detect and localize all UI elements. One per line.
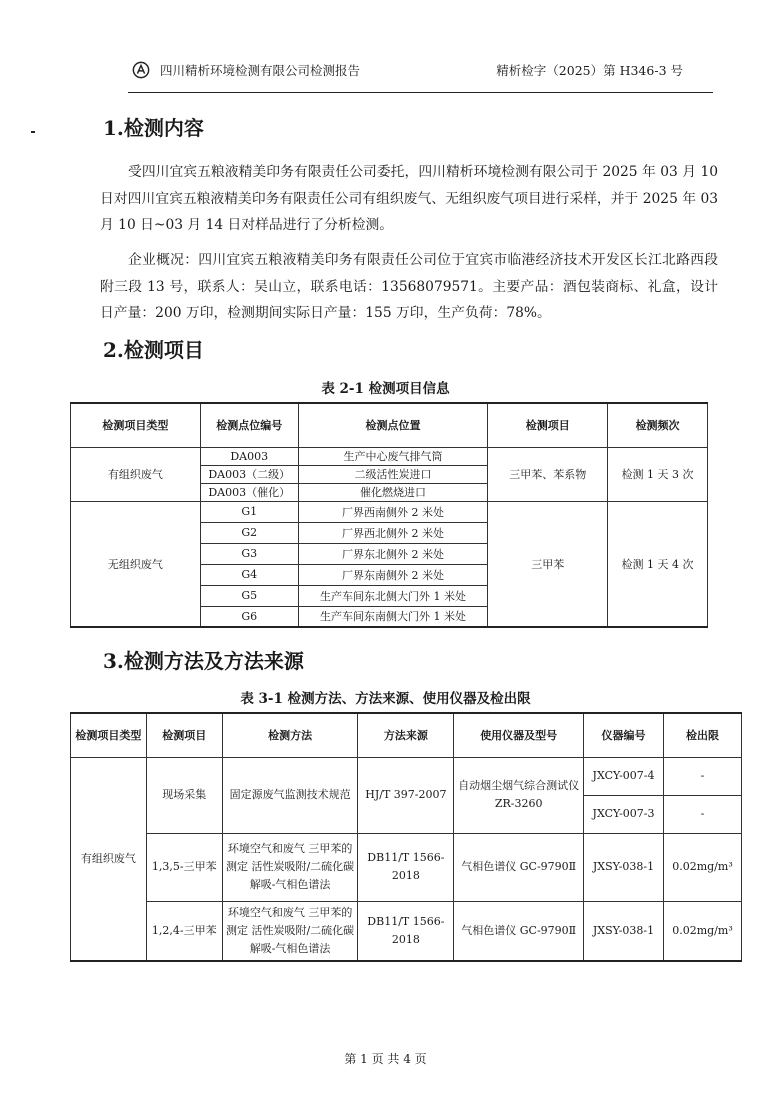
header-cell: 方法来源 xyxy=(358,713,454,757)
item-cell: 1,3,5-三甲苯 xyxy=(146,833,222,901)
company-logo-icon xyxy=(132,61,150,79)
table-row xyxy=(71,501,708,522)
instrument-cell: 气相色谱仪 GC-9790Ⅱ xyxy=(454,901,584,961)
location-cell: 生产中心废气排气筒 xyxy=(298,447,488,465)
source-cell: DB11/T 1566-2018 xyxy=(358,901,454,961)
header-cell: 检测项目类型 xyxy=(71,403,201,447)
location-cell: 生产车间东北侧大门外 1 米处 xyxy=(298,585,488,606)
instrument-cell: 气相色谱仪 GC-9790Ⅱ xyxy=(454,833,584,901)
table-header-row xyxy=(71,713,742,757)
code-cell: DA003（二级） xyxy=(200,465,298,483)
code-cell: G3 xyxy=(200,543,298,564)
method-cell: 固定源废气监测技术规范 xyxy=(222,757,358,833)
header-cell: 仪器编号 xyxy=(584,713,664,757)
freq-cell: 检测 1 天 3 次 xyxy=(608,447,708,501)
item-cell: 现场采集 xyxy=(146,757,222,833)
code-cell: G2 xyxy=(200,522,298,543)
location-cell: 厂界西北侧外 2 米处 xyxy=(298,522,488,543)
limit-cell: - xyxy=(663,795,741,833)
items-cell: 三甲苯、苯系物 xyxy=(488,447,608,501)
limit-cell: 0.02mg/m³ xyxy=(663,901,741,961)
freq-cell: 检测 1 天 4 次 xyxy=(608,501,708,627)
header-cell: 检测项目 xyxy=(146,713,222,757)
table3-caption: 表 3-1 检测方法、方法来源、使用仪器及检出限 xyxy=(240,691,531,707)
header-cell: 检测点位编号 xyxy=(200,403,298,447)
header-cell: 检测项目 xyxy=(488,403,608,447)
section3-title: 3.检测方法及方法来源 xyxy=(103,649,304,673)
code-cell: G1 xyxy=(200,501,298,522)
instrument-id-cell: JXCY-007-3 xyxy=(584,795,664,833)
section2-title: 2.检测项目 xyxy=(103,338,204,362)
section1-paragraph-2: 企业概况：四川宜宾五粮液精美印务有限责任公司位于宜宾市临港经济技术开发区长江北路西段附三段 13 号，联系人：吴山立，联系电话：13568079571。主要产品：酒包装商标、礼盒，设计日产量：200 万印，检测期间实际日产量：155 万印，生产负荷：78%。 xyxy=(100,252,718,321)
table-header-row xyxy=(71,403,708,447)
header-cell: 检测点位置 xyxy=(298,403,488,447)
type-cell: 无组织废气 xyxy=(71,501,201,627)
method-cell: 环境空气和废气 三甲苯的测定 活性炭吸附/二硫化碳解吸-气相色谱法 xyxy=(222,901,358,961)
items-cell: 三甲苯 xyxy=(488,501,608,627)
location-cell: 二级活性炭进口 xyxy=(298,465,488,483)
limit-cell: - xyxy=(663,757,741,795)
inspection-items-table xyxy=(70,402,708,628)
table-row xyxy=(71,757,742,795)
table-row xyxy=(71,901,742,961)
item-cell: 1,2,4-三甲苯 xyxy=(146,901,222,961)
table-row xyxy=(71,447,708,465)
instrument-id-cell: JXCY-007-4 xyxy=(584,757,664,795)
code-cell: G6 xyxy=(200,606,298,627)
source-cell: HJ/T 397-2007 xyxy=(358,757,454,833)
page-header xyxy=(128,58,713,93)
header-cell: 检出限 xyxy=(663,713,741,757)
methods-table xyxy=(70,712,742,962)
code-cell: DA003 xyxy=(200,447,298,465)
location-cell: 生产车间东南侧大门外 1 米处 xyxy=(298,606,488,627)
report-number: 精析检字（2025）第 H346-3 号 xyxy=(496,63,683,78)
code-cell: DA003（催化） xyxy=(200,483,298,501)
instrument-id-cell: JXSY-038-1 xyxy=(584,833,664,901)
header-cell: 使用仪器及型号 xyxy=(454,713,584,757)
location-cell: 厂界东北侧外 2 米处 xyxy=(298,543,488,564)
section1-paragraph-1: 受四川宜宾五粮液精美印务有限责任公司委托，四川精析环境检测有限公司于 2025 年 03 月 10 日对四川宜宾五粮液精美印务有限责任公司有组织废气、无组织废气项目进行采样，并于 2025 年 03 月 10 日~03 月 14 日对样品进行了分析检测。 xyxy=(100,164,718,233)
page-footer: 第 1 页 共 4 页 xyxy=(344,1052,427,1066)
type-cell: 有组织废气 xyxy=(71,447,201,501)
code-cell: G4 xyxy=(200,564,298,585)
method-cell: 环境空气和废气 三甲苯的测定 活性炭吸附/二硫化碳解吸-气相色谱法 xyxy=(222,833,358,901)
margin-mark xyxy=(31,131,35,133)
table2-caption: 表 2-1 检测项目信息 xyxy=(321,381,450,397)
location-cell: 厂界西南侧外 2 米处 xyxy=(298,501,488,522)
header-cell: 检测方法 xyxy=(222,713,358,757)
limit-cell: 0.02mg/m³ xyxy=(663,833,741,901)
type-cell: 有组织废气 xyxy=(71,757,147,961)
section1-title: 1.检测内容 xyxy=(103,116,204,140)
instrument-cell: 自动烟尘烟气综合测试仪 ZR-3260 xyxy=(454,757,584,833)
source-cell: DB11/T 1566-2018 xyxy=(358,833,454,901)
header-cell: 检测项目类型 xyxy=(71,713,147,757)
header-cell: 检测频次 xyxy=(608,403,708,447)
instrument-id-cell: JXSY-038-1 xyxy=(584,901,664,961)
location-cell: 催化燃烧进口 xyxy=(298,483,488,501)
report-company-title: 四川精析环境检测有限公司检测报告 xyxy=(160,63,361,78)
location-cell: 厂界东南侧外 2 米处 xyxy=(298,564,488,585)
code-cell: G5 xyxy=(200,585,298,606)
table-row xyxy=(71,833,742,901)
